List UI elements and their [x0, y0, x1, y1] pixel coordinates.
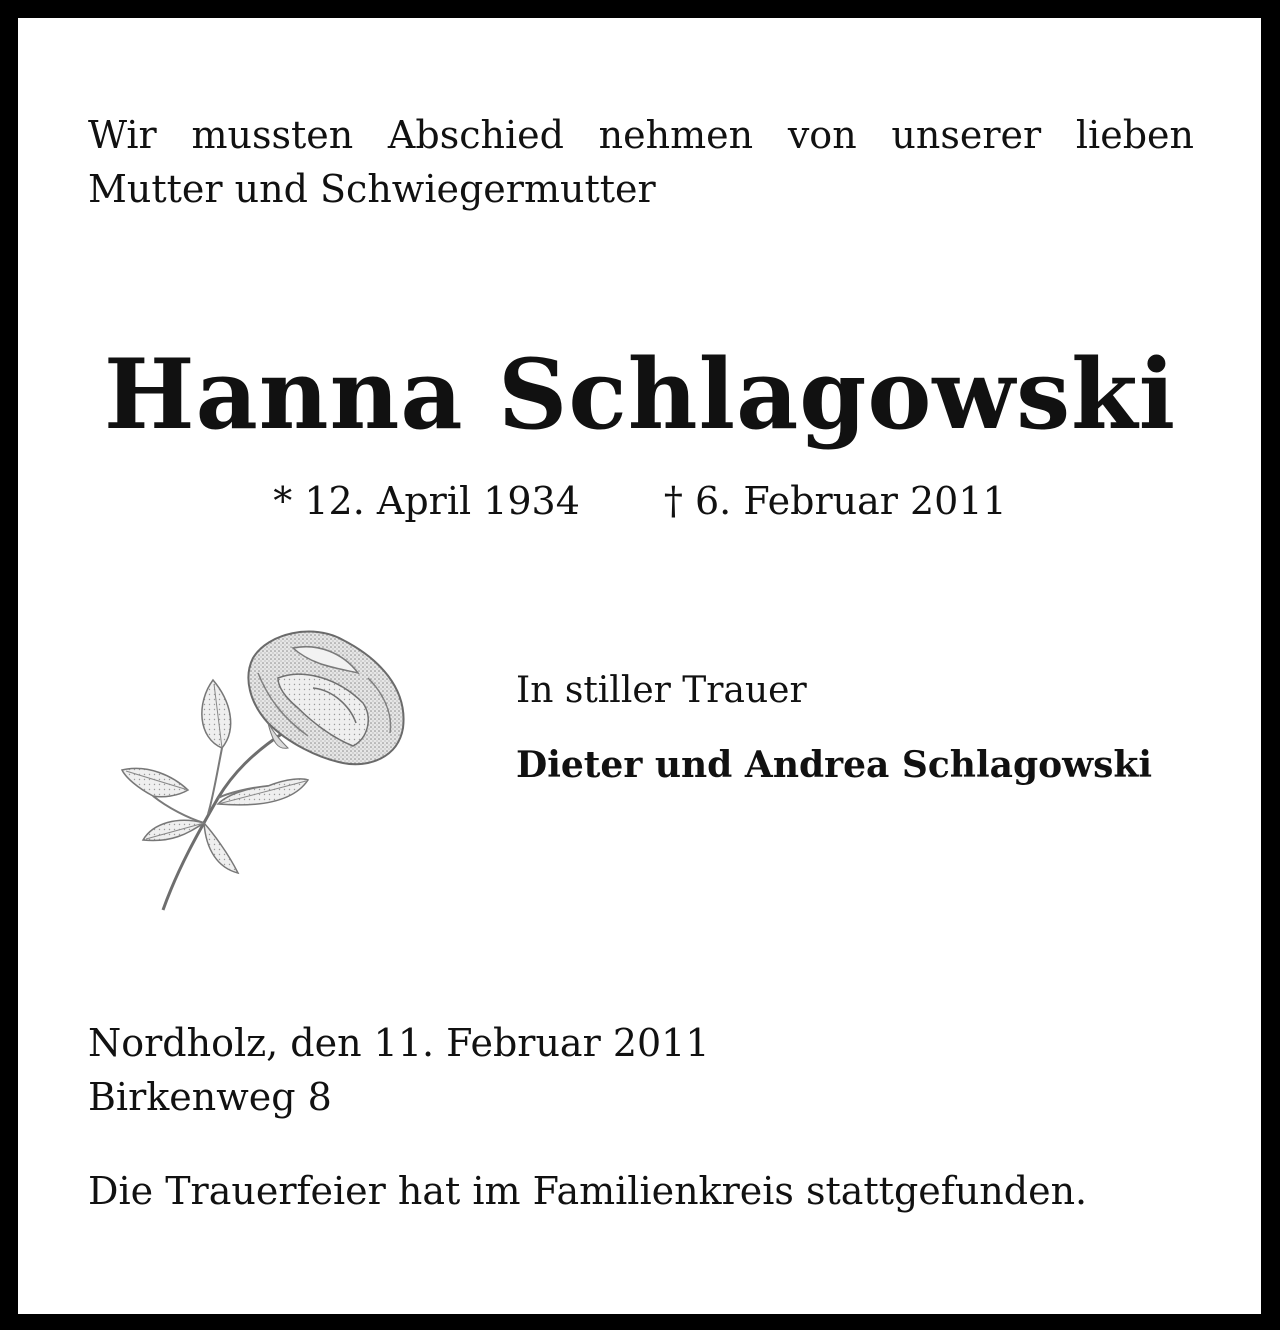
deceased-name: Hanna Schlagowski [103, 338, 1177, 451]
life-dates [0, 474, 1280, 528]
mourners-names: Dieter und Andrea Schlagowski [516, 744, 1153, 786]
birth-date: * 12. April 1934 [273, 479, 580, 523]
ceremony-notice: Die Trauerfeier hat im Familienkreis stattgefunden. [88, 1169, 1088, 1213]
intro-line-2: Mutter und Schwiegermutter [88, 167, 656, 211]
intro-line-1: Wir mussten Abschied nehmen von unserer lieben [88, 113, 1194, 157]
mourning-phrase: In stiller Trauer [516, 670, 807, 711]
death-date: † 6. Februar 2011 [663, 479, 1007, 523]
address: Birkenweg 8 [88, 1075, 332, 1119]
rose-icon [118, 618, 418, 918]
place-and-date: Nordholz, den 11. Februar 2011 [88, 1021, 710, 1065]
intro-text [88, 108, 1194, 216]
